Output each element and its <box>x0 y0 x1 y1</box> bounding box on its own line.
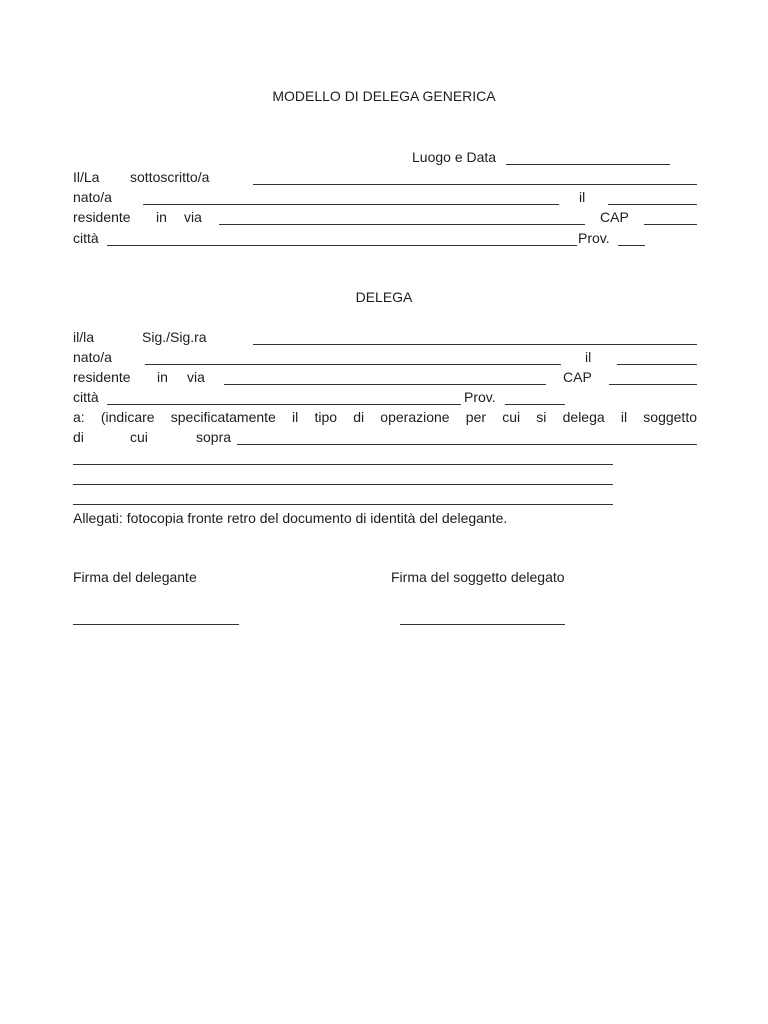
delegante-cap-field[interactable] <box>644 224 697 225</box>
delegante-birthplace-field[interactable] <box>143 204 559 205</box>
luogo-data-label: Luogo e Data <box>412 149 497 165</box>
delegato-nato-label: nato/a <box>73 349 112 365</box>
operation-instruction: a: (indicare specificatamente il tipo di operazione per cui si delega il soggetto <box>73 409 697 425</box>
delegante-in-label: in <box>156 209 167 225</box>
di-label: di <box>73 429 84 445</box>
cui-label: cui <box>130 429 148 445</box>
delegante-birthdate-field[interactable] <box>608 204 697 205</box>
document-title: MODELLO DI DELEGA GENERICA <box>272 88 496 104</box>
delegante-birth-row <box>73 187 697 207</box>
delegante-intro-1: Il/La <box>73 169 100 185</box>
operation-first-row <box>73 427 697 447</box>
delegato-name-row <box>73 327 697 347</box>
delegato-address-row <box>73 367 697 387</box>
delegato-cap-field[interactable] <box>609 384 697 385</box>
firma-delegante-label: Firma del delegante <box>73 569 197 585</box>
delegante-il-label: il <box>579 189 586 205</box>
delegante-name-row <box>73 167 697 187</box>
delegato-city-row <box>73 387 697 407</box>
delegato-birthdate-field[interactable] <box>617 364 697 365</box>
delegante-nato-label: nato/a <box>73 189 112 205</box>
allegati-text: Allegati: fotocopia fronte retro del documento di identità del delegante. <box>73 510 508 526</box>
delegante-city-row <box>73 228 697 248</box>
delegato-cap-label: CAP <box>563 369 592 385</box>
delegato-city-field[interactable] <box>107 404 461 405</box>
delegato-prov-label: Prov. <box>464 389 496 405</box>
sopra-label: sopra <box>196 429 232 445</box>
delegato-birth-row <box>73 347 697 367</box>
delegato-in-label: in <box>157 369 168 385</box>
delegato-il-label: il <box>585 349 592 365</box>
delegato-intro-2: Sig./Sig.ra <box>142 329 207 345</box>
delegato-intro-1: il/la <box>73 329 95 345</box>
luogo-data-field[interactable] <box>506 164 670 165</box>
delegato-residente-label: residente <box>73 369 131 385</box>
operation-field-2[interactable] <box>73 464 613 465</box>
delegante-address-row <box>73 207 697 227</box>
delegante-residente-label: residente <box>73 209 131 225</box>
delegato-via-label: via <box>187 369 205 385</box>
delegante-via-label: via <box>184 209 202 225</box>
operation-field-4[interactable] <box>73 504 613 505</box>
delegato-name-field[interactable] <box>253 344 697 345</box>
delegante-via-field[interactable] <box>219 224 585 225</box>
delegante-cap-label: CAP <box>600 209 629 225</box>
delegante-prov-label: Prov. <box>578 230 610 246</box>
delegante-city-field[interactable] <box>107 245 577 246</box>
delegante-name-field[interactable] <box>253 184 697 185</box>
delegato-via-field[interactable] <box>224 384 546 385</box>
delegato-birthplace-field[interactable] <box>145 364 561 365</box>
firma-delegante-line[interactable] <box>73 624 239 625</box>
delegante-prov-field[interactable] <box>618 245 645 246</box>
delegato-prov-field[interactable] <box>505 404 565 405</box>
operation-field-1[interactable] <box>237 444 697 445</box>
firma-delegato-label: Firma del soggetto delegato <box>391 569 565 585</box>
delegante-citta-label: città <box>73 230 99 246</box>
delega-section-title: DELEGA <box>355 289 413 305</box>
firma-delegato-line[interactable] <box>400 624 565 625</box>
delegato-citta-label: città <box>73 389 99 405</box>
delegante-intro-2: sottoscritto/a <box>130 169 210 185</box>
operation-field-3[interactable] <box>73 484 613 485</box>
